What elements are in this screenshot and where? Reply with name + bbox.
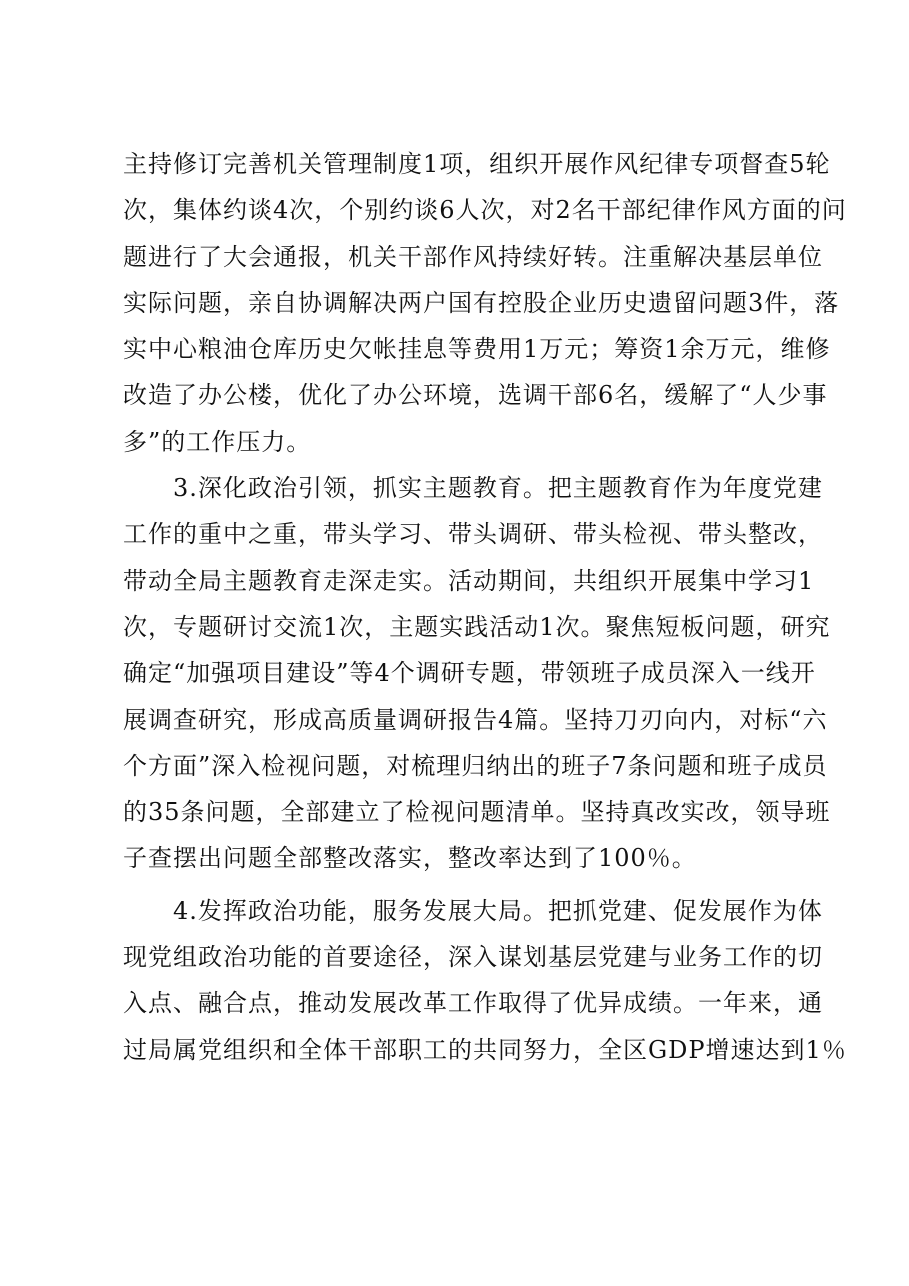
text-line-18: 现党组政治功能的首要途径，深入谋划基层党建与业务工作的切 <box>123 943 823 972</box>
text-line-1: 主持修订完善机关管理制度1项，组织开展作风纪律专项督查5轮 <box>123 150 831 178</box>
text-line-14: 个方面”深入检视问题，对梳理归纳出的班子7条问题和班子成员 <box>123 751 828 780</box>
text-line-9: 工作的重中之重，带头学习、带头调研、带头检视、带头整改， <box>123 520 823 549</box>
text-line-2: 次，集体约谈4次，个别约谈6人次，对2名干部纪律作风方面的问 <box>123 196 847 225</box>
text-line-13: 展调查研究，形成高质量调研报告4篇。坚持刀刃向内，对标“六 <box>123 705 828 734</box>
document-body <box>123 141 847 1073</box>
paragraph-3-heading-line: 3.深化政治引领，抓实主题教育。把主题教育作为年度党建 <box>123 474 823 503</box>
text-line-7: 多”的工作压力。 <box>123 427 312 456</box>
text-line-6: 改造了办公楼，优化了办公环境，选调干部6名，缓解了“人少事 <box>123 381 828 410</box>
text-line-15: 的35条问题，全部建立了检视问题清单。坚持真改实改，领导班 <box>123 798 831 827</box>
text-line-11: 次，专题研讨交流1次，主题实践活动1次。聚焦短板问题，研究 <box>123 612 831 641</box>
text-line-5: 实中心粮油仓库历史欠帐挂息等费用1万元；筹资1余万元，维修 <box>123 335 831 364</box>
text-line-12: 确定“加强项目建设”等4个调研专题，带领班子成员深入一线开 <box>123 659 816 688</box>
text-line-20: 过局属党组织和全体干部职工的共同努力，全区GDP增速达到1％ <box>123 1035 847 1064</box>
text-line-10: 带动全局主题教育走深走实。活动期间，共组织开展集中学习1 <box>123 566 815 595</box>
text-line-19: 入点、融合点，推动发展改革工作取得了优异成绩。一年来，通 <box>123 989 823 1018</box>
text-line-16: 子查摆出问题全部整改落实，整改率达到了100％。 <box>123 844 697 873</box>
text-line-3: 题进行了大会通报，机关干部作风持续好转。注重解决基层单位 <box>123 242 823 271</box>
paragraph-4-heading-line: 4.发挥政治功能，服务发展大局。把抓党建、促发展作为体 <box>123 896 823 925</box>
text-line-4: 实际问题，亲自协调解决两户国有控股企业历史遗留问题3件，落 <box>123 288 840 317</box>
